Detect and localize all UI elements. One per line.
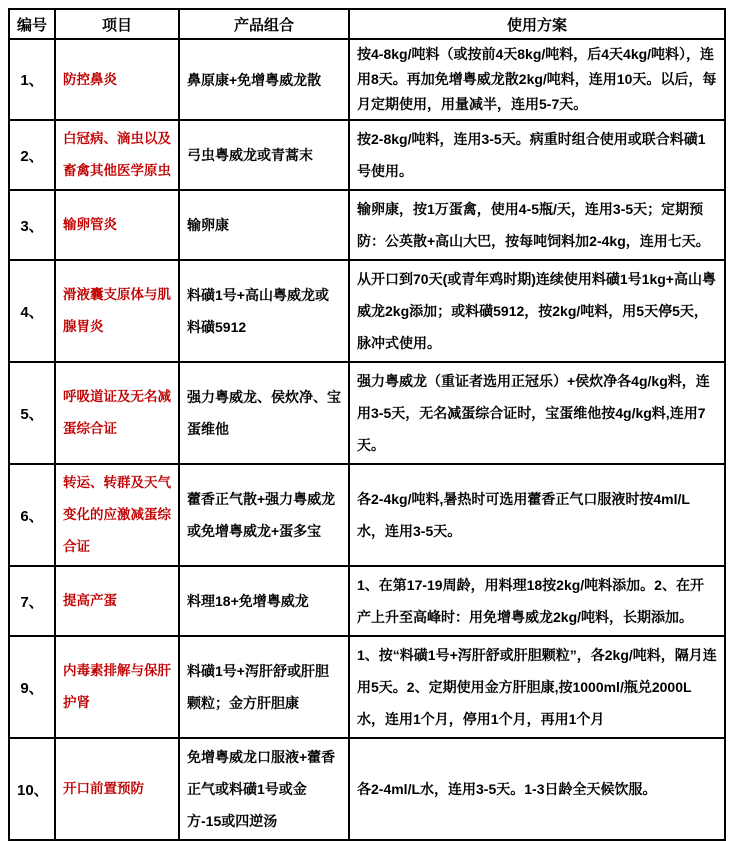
- row-number-cell: 6、: [9, 464, 55, 566]
- plan-cell: 从开口到70天(或青年鸡时期)连续使用料磺1号1kg+高山粤威龙2kg添加；或料磺5912，按2kg/吨料，用5天停5天，脉冲式使用。: [349, 260, 725, 362]
- treatment-plan-table: [8, 8, 726, 841]
- plan-cell: 输卵康，按1万蛋禽，使用4-5瓶/天，连用3-5天；定期预防：公英散+高山大巴，按每吨饲料加2-4kg，连用七天。: [349, 190, 725, 260]
- project-cell: 白冠病、滴虫以及畜禽其他医学原虫: [55, 120, 179, 190]
- column-header-products: 产品组合: [179, 9, 349, 39]
- project-cell: 内毒素排解与保肝护肾: [55, 636, 179, 738]
- plan-cell: 按4-8kg/吨料（或按前4天8kg/吨料，后4天4kg/吨料），连用8天。再加免增粤威龙散2kg/吨料，连用10天。以后，每月定期使用，用量减半，连用5-7天。: [349, 39, 725, 120]
- table-row: [9, 464, 725, 566]
- row-number-cell: 9、: [9, 636, 55, 738]
- row-number-cell: 5、: [9, 362, 55, 464]
- plan-cell: 1、在第17-19周龄，用料理18按2kg/吨料添加。2、在开产上升至高峰时：用免增粤威龙2kg/吨料，长期添加。: [349, 566, 725, 636]
- products-cell: 料理18+免增粤威龙: [179, 566, 349, 636]
- products-cell: 料磺1号+泻肝舒或肝胆颗粒；金方肝胆康: [179, 636, 349, 738]
- products-cell: 藿香正气散+强力粤威龙或免增粤威龙+蛋多宝: [179, 464, 349, 566]
- plan-cell: 各2-4ml/L水，连用3-5天。1-3日龄全天候饮服。: [349, 738, 725, 840]
- products-cell: 输卵康: [179, 190, 349, 260]
- row-number-cell: 10、: [9, 738, 55, 840]
- row-number-cell: 3、: [9, 190, 55, 260]
- plan-cell: 1、按“料磺1号+泻肝舒或肝胆颗粒”，各2kg/吨料，隔月连用5天。2、定期使用金方肝胆康,按1000ml/瓶兑2000L水，连用1个月，停用1个月，再用1个月: [349, 636, 725, 738]
- project-cell: 滑液囊支原体与肌腺胃炎: [55, 260, 179, 362]
- project-cell: 防控鼻炎: [55, 39, 179, 120]
- project-cell: 呼吸道证及无名减蛋综合证: [55, 362, 179, 464]
- row-number-cell: 2、: [9, 120, 55, 190]
- column-header-project: 项目: [55, 9, 179, 39]
- table-row: [9, 260, 725, 362]
- column-header-plan: 使用方案: [349, 9, 725, 39]
- table-row: [9, 190, 725, 260]
- header-row: [9, 9, 725, 39]
- row-number-cell: 4、: [9, 260, 55, 362]
- project-cell: 开口前置预防: [55, 738, 179, 840]
- plan-cell: 各2-4kg/吨料,暑热时可选用藿香正气口服液时按4ml/L水，连用3-5天。: [349, 464, 725, 566]
- project-cell: 转运、转群及天气变化的应激减蛋综合证: [55, 464, 179, 566]
- products-cell: 鼻原康+免增粤威龙散: [179, 39, 349, 120]
- table-row: [9, 636, 725, 738]
- products-cell: 免增粤威龙口服液+藿香正气或料磺1号或金方-15或四逆汤: [179, 738, 349, 840]
- column-header-number: 编号: [9, 9, 55, 39]
- table-row: [9, 738, 725, 840]
- table-row: [9, 362, 725, 464]
- project-cell: 输卵管炎: [55, 190, 179, 260]
- products-cell: 料磺1号+高山粤威龙或料磺5912: [179, 260, 349, 362]
- project-cell: 提高产蛋: [55, 566, 179, 636]
- row-number-cell: 1、: [9, 39, 55, 120]
- table-row: [9, 566, 725, 636]
- row-number-cell: 7、: [9, 566, 55, 636]
- products-cell: 强力粤威龙、侯炊净、宝蛋维他: [179, 362, 349, 464]
- plan-cell: 强力粤威龙（重证者选用正冠乐）+侯炊净各4g/kg料，连用3-5天，无名减蛋综合证时，宝蛋维他按4g/kg料,连用7天。: [349, 362, 725, 464]
- plan-cell: 按2-8kg/吨料，连用3-5天。病重时组合使用或联合料磺1号使用。: [349, 120, 725, 190]
- table-row: [9, 120, 725, 190]
- products-cell: 弓虫粤威龙或青蒿末: [179, 120, 349, 190]
- table-row: [9, 39, 725, 120]
